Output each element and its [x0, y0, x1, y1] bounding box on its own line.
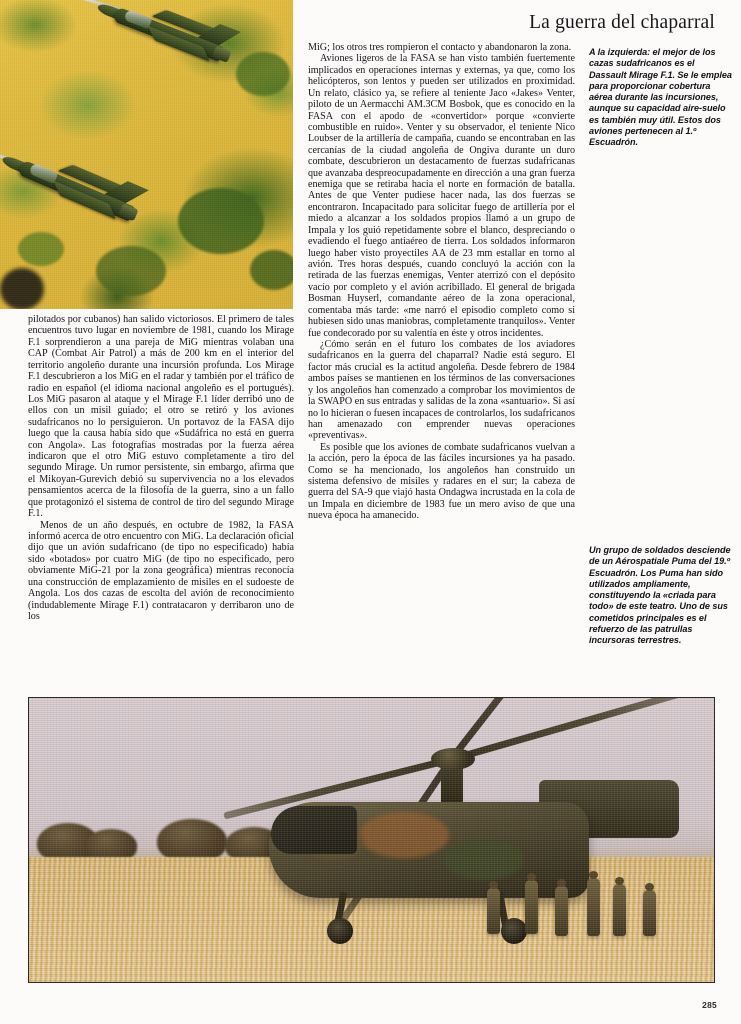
body-column-left	[28, 314, 294, 622]
caption-puma-helicopter: Un grupo de soldados desciende de un Aérospatiale Puma del 19.º Escuadrón. Los Puma han sido utilizados ampliamente, constituyendo la «criada para todo» de este teatro. Uno de sus cometidos principales es el refuerzo de las patrullas incursoras terrestres.	[589, 545, 731, 646]
paragraph: pilotados por cubanos) han salido victoriosos. El primero de tales encuentros tuvo lugar en noviembre de 1981, cuando los Mirage F.1 sorprendieron a una pareja de MiG mientras volaban una CAP (Combat Air Patrol) a más de 200 km en el interior del territorio angoleño durante una incursión profunda. Los Mirage F.1 descubrieron a los MiG en el radar y también por el tráfico de radio en español (el idioma nacional angoleño es el portugués). Los MiG pasaron al ataque y el Mirage F.1 líder derribó uno de ellos con un misil guiado; el otro se retiró y los aviones sudafricanos no lo persiguieron. Un portavoz de la FASA dijo luego que la causa había sido que «Sudáfrica no está en guerra con Angola». Las fotografías mostradas por la fuerza aérea indicaron que el otro MiG estuvo completamente a tiro del segundo Mirage. Un rumor persistente, sin embargo, afirma que el Mikoyan-Gurevich debió su supervivencia no a los elevados pensamientos acerca de la filosofía de la guerra, sino a un fallo que protagonizó el sistema de control de tiro del segundo Mirage F.1.	[28, 314, 294, 520]
body-column-middle	[308, 42, 575, 522]
paragraph: Menos de un año después, en octubre de 1982, la FASA informó acerca de otro encuentro con MiG. La declaración oficial dijo que un avión sudafricano (de tipo no especificado) había sido «botados» por cuatro MiG (de tipo no especificado, pero obviamente MiG-21 por la zona geográfica) mientras reconocía una construcción de emplazamiento de misiles en el sudoeste de Angola. Los dos cazas de escolta del avión de reconocimiento (indudablemente Mirage F.1) contratacaron y derribaron uno de los	[28, 519, 294, 622]
page-title: La guerra del chaparral	[529, 12, 715, 33]
photo-mirage-f1-pair	[0, 0, 293, 309]
page-number: 285	[702, 1000, 717, 1010]
caption-mirage-f1: A la izquierda: el mejor de los cazas sudafricanos es el Dassault Mirage F.1. Se le emplea para proporcionar cobertura aérea durante las incursiones, aunque su capacidad aire-suelo es también muy útil. Estos dos aviones pertenecen al 1.º Escuadrón.	[589, 47, 732, 148]
paragraph: ¿Cómo serán en el futuro los combates de los aviadores sudafricanos en la guerra del chaparral? Nadie está seguro. El factor más crucial es la actitud angoleña. Desde febrero de 1984 ambos países se mantienen en los términos de las conversaciones y los angoleños han comenzado a comprobar los movimientos de la SWAPO en sus entradas y salidas de la zona «santuario». Si así no lo hicieran o fuesen incapaces de controlarlos, los sudafricanos han amenazado con emprender nuevas operaciones «preventivas».	[308, 338, 575, 442]
halftone-grain	[29, 698, 714, 982]
paragraph: MiG; los otros tres rompieron el contacto y abandonaron la zona.	[308, 42, 572, 53]
photo-puma-helicopter	[28, 697, 715, 983]
paragraph: Aviones ligeros de la FASA se han visto también fuertemente implicados en operaciones internas y externas, ya que, como los helicópteros, son lentos y pueden ser utilizados en proximidad. Un relato, clásico ya, se refiere al teniente Jaco «Jakes» Venter, piloto de un Aermacchi AM.3CM Bosbok, que es conocido en la FASA con el apodo de «convertidor» porque «convierte combustible en ruido». Venter y su observador, el teniente Nico Loubser de la artillería de campaña, cuando se encontraban en las cercanías de la ciudad angoleña de Ongiva durante un duro combate, descubrieron un destacamento de fuerzas sudafricanas que avanzaba despreocupadamente en dirección a una gran fuerza enemiga que se retiraba hacia el norte en formación de batalla. Antes de que Venter pudiese hacer nada, las dos fuerzas se encontraron. Incapacitado para solicitar fuego de artillería por el miedo a alcanzar a los soldados propios llamó a un grupo de Impala y los guió repetidamente sobre el blanco, despreciando o evadiendo el fuego antiaéreo de tierra. Los soldados informaron luego haber visto proyectiles AA de 23 mm estallar en torno al avión. Tres horas después, cuando concluyó la acción con la retirada de las fuerzas enemigas, Venter aterrizó con el depósito vacío por completo y el avión acribillado. El general de brigada Bosman Huyserl, comandante aéreo de la zona operacional, comentaba más tarde: «me narró el episodio completo como si hubiesen sido unas maniobras, completamente tranquilos». Venter fue condecorado por su valentía en éste y otros incidentes.	[308, 53, 575, 339]
paragraph: Es posible que los aviones de combate sudafricanos vuelvan a la acción, pero la época de las fáciles incursiones ya ha pasado. Como se ha mencionado, los angoleños han construido un sistema defensivo de misiles y radares en el sur; la cabeza de guerra del SA-9 que viajó hasta Ondagwa incrustada en la cola de un Impala en diciembre de 1983 fue un mero aviso de que una nueva época ha amanecido.	[308, 441, 575, 522]
halftone-grain	[0, 0, 293, 309]
